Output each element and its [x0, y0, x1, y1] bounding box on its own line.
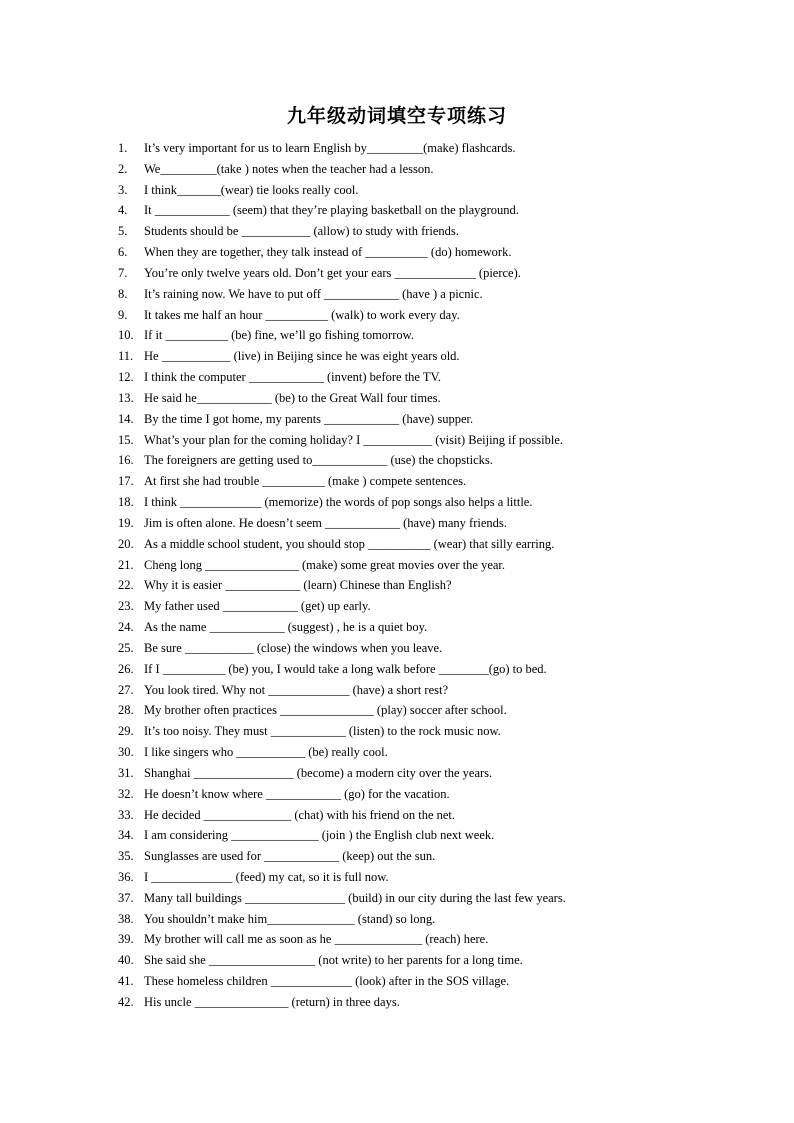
exercise-sentence: Be sure ___________ (close) the windows when you leave. [144, 640, 443, 655]
exercise-number: 14. [118, 411, 134, 426]
exercise-item [118, 805, 738, 826]
exercise-item [118, 513, 738, 534]
exercise-item [118, 159, 738, 180]
exercise-sentence: It takes me half an hour __________ (walk) to work every day. [144, 307, 460, 322]
exercise-number: 11. [118, 349, 134, 364]
exercise-sentence: By the time I got home, my parents ____________ (have) supper. [144, 411, 474, 426]
exercise-number: 25. [118, 640, 134, 655]
exercise-sentence: It’s raining now. We have to put off ____________ (have ) a picnic. [144, 286, 483, 301]
exercise-number: 4. [118, 203, 128, 218]
exercise-number: 2. [118, 161, 128, 176]
exercise-item [118, 555, 738, 576]
exercise-number: 29. [118, 724, 134, 739]
exercise-sentence: Why it is easier ____________ (learn) Chinese than English? [144, 578, 452, 593]
exercise-number: 19. [118, 515, 134, 530]
exercise-sentence: As a middle school student, you should stop __________ (wear) that silly earring. [144, 536, 555, 551]
exercise-item [118, 763, 738, 784]
exercise-item [118, 700, 738, 721]
exercise-item [118, 200, 738, 221]
exercise-sentence: She said she _________________ (not write) to her parents for a long time. [144, 953, 523, 968]
exercise-item [118, 242, 738, 263]
exercise-sentence: My brother will call me as soon as he ______________ (reach) here. [144, 932, 489, 947]
exercise-sentence: It ____________ (seem) that they’re playing basketball on the playground. [144, 203, 519, 218]
exercise-item [118, 430, 738, 451]
exercise-item [118, 575, 738, 596]
exercise-sentence: These homeless children _____________ (look) after in the SOS village. [144, 974, 510, 989]
exercise-sentence: He doesn’t know where ____________ (go) for the vacation. [144, 786, 450, 801]
exercise-number: 22. [118, 578, 134, 593]
exercise-number: 40. [118, 953, 134, 968]
exercise-number: 6. [118, 245, 128, 260]
exercise-number: 5. [118, 224, 128, 239]
exercise-item [118, 305, 738, 326]
exercise-item [118, 784, 738, 805]
exercise-sentence: He ___________ (live) in Beijing since he was eight years old. [144, 349, 460, 364]
exercise-sentence: I like singers who ___________ (be) really cool. [144, 745, 388, 760]
exercise-item [118, 971, 738, 992]
exercise-sentence: It’s too noisy. They must ____________ (listen) to the rock music now. [144, 724, 501, 739]
exercise-sentence: The foreigners are getting used to____________ (use) the chopsticks. [144, 453, 493, 468]
exercise-number: 33. [118, 807, 134, 822]
exercise-sentence: I am considering ______________ (join ) the English club next week. [144, 828, 495, 843]
page-title: 九年级动词填空专项练习 [286, 105, 507, 127]
exercise-sentence: You’re only twelve years old. Don’t get your ears _____________ (pierce). [144, 265, 521, 280]
exercise-item [118, 867, 738, 888]
exercise-item [118, 450, 738, 471]
exercise-number: 24. [118, 620, 134, 635]
exercise-sentence: What’s your plan for the coming holiday? I ___________ (visit) Beijing if possible. [144, 432, 564, 447]
exercise-item [118, 534, 738, 555]
exercise-number: 9. [118, 307, 128, 322]
exercise-item [118, 721, 738, 742]
exercise-number: 26. [118, 661, 134, 676]
exercise-item [118, 929, 738, 950]
exercise-number: 13. [118, 390, 134, 405]
exercise-item [118, 346, 738, 367]
exercise-sentence: My brother often practices _______________ (play) soccer after school. [144, 703, 507, 718]
exercise-number: 41. [118, 974, 134, 989]
exercise-sentence: He decided ______________ (chat) with his friend on the net. [144, 807, 456, 822]
exercise-item [118, 617, 738, 638]
exercise-sentence: Shanghai ________________ (become) a modern city over the years. [144, 765, 493, 780]
exercise-sentence: Many tall buildings ________________ (build) in our city during the last few years. [144, 890, 566, 905]
exercise-sentence: I _____________ (feed) my cat, so it is full now. [144, 869, 389, 884]
exercise-sentence: If it __________ (be) fine, we’ll go fishing tomorrow. [144, 328, 414, 343]
exercise-sentence: Cheng long _______________ (make) some great movies over the year. [144, 557, 506, 572]
exercise-number: 32. [118, 786, 134, 801]
exercise-number: 16. [118, 453, 134, 468]
exercise-sentence: My father used ____________ (get) up early. [144, 599, 371, 614]
exercise-number: 38. [118, 911, 134, 926]
exercise-item [118, 180, 738, 201]
exercise-number: 3. [118, 182, 128, 197]
exercise-number: 1. [118, 141, 128, 155]
exercise-item [118, 367, 738, 388]
exercise-number: 21. [118, 557, 134, 572]
exercise-item [118, 909, 738, 930]
exercise-item [118, 950, 738, 971]
exercise-item [118, 138, 738, 159]
exercise-number: 10. [118, 328, 134, 343]
exercise-number: 35. [118, 849, 134, 864]
exercise-number: 23. [118, 599, 134, 614]
exercise-number: 28. [118, 703, 134, 718]
exercise-number: 20. [118, 536, 134, 551]
exercise-sentence: He said he____________ (be) to the Great Wall four times. [144, 390, 441, 405]
exercise-sentence: If I __________ (be) you, I would take a long walk before ________(go) to bed. [144, 661, 547, 676]
exercise-number: 7. [118, 265, 128, 280]
exercise-item [118, 596, 738, 617]
exercise-item [118, 846, 738, 867]
exercise-item [118, 992, 738, 1013]
exercise-number: 8. [118, 286, 128, 301]
exercise-sentence: When they are together, they talk instead of __________ (do) homework. [144, 245, 512, 260]
exercise-sentence: As the name ____________ (suggest) , he is a quiet boy. [144, 620, 428, 635]
exercise-item [118, 471, 738, 492]
exercise-item [118, 221, 738, 242]
exercise-sentence: You shouldn’t make him______________ (stand) so long. [144, 911, 436, 926]
exercise-sentence: Students should be ___________ (allow) to study with friends. [144, 224, 459, 239]
exercise-number: 37. [118, 890, 134, 905]
exercise-sentence: Sunglasses are used for ____________ (keep) out the sun. [144, 849, 436, 864]
exercise-item [118, 638, 738, 659]
exercise-number: 30. [118, 745, 134, 760]
exercise-number: 12. [118, 370, 134, 385]
exercise-item [118, 659, 738, 680]
exercise-number: 31. [118, 765, 134, 780]
exercise-item [118, 284, 738, 305]
exercise-item [118, 888, 738, 909]
exercise-number: 42. [118, 994, 134, 1009]
exercise-number: 36. [118, 869, 134, 884]
exercise-sentence: I think_______(wear) tie looks really cool. [144, 182, 359, 197]
exercise-number: 27. [118, 682, 134, 697]
exercise-item [118, 388, 738, 409]
exercise-number: 34. [118, 828, 134, 843]
exercise-number: 17. [118, 474, 134, 489]
exercise-item [118, 742, 738, 763]
exercise-sentence: I think _____________ (memorize) the words of pop songs also helps a little. [144, 495, 533, 510]
exercise-item [118, 492, 738, 513]
exercise-item [118, 825, 738, 846]
exercise-item [118, 680, 738, 701]
exercise-sentence: We_________(take ) notes when the teacher had a lesson. [144, 161, 434, 176]
exercise-list [118, 138, 738, 1013]
exercise-sentence: Jim is often alone. He doesn’t seem ____________ (have) many friends. [144, 515, 507, 530]
exercise-number: 39. [118, 932, 134, 947]
exercise-number: 15. [118, 432, 134, 447]
exercise-item [118, 325, 738, 346]
exercise-sentence: You look tired. Why not _____________ (have) a short rest? [144, 682, 449, 697]
exercise-sentence: At first she had trouble __________ (make ) compete sentences. [144, 474, 467, 489]
exercise-item [118, 409, 738, 430]
exercise-sentence: It’s very important for us to learn English by_________(make) flashcards. [144, 141, 516, 155]
exercise-sentence: I think the computer ____________ (invent) before the TV. [144, 370, 442, 385]
exercise-item [118, 263, 738, 284]
exercise-number: 18. [118, 495, 134, 510]
exercise-sentence: His uncle _______________ (return) in three days. [144, 994, 400, 1009]
